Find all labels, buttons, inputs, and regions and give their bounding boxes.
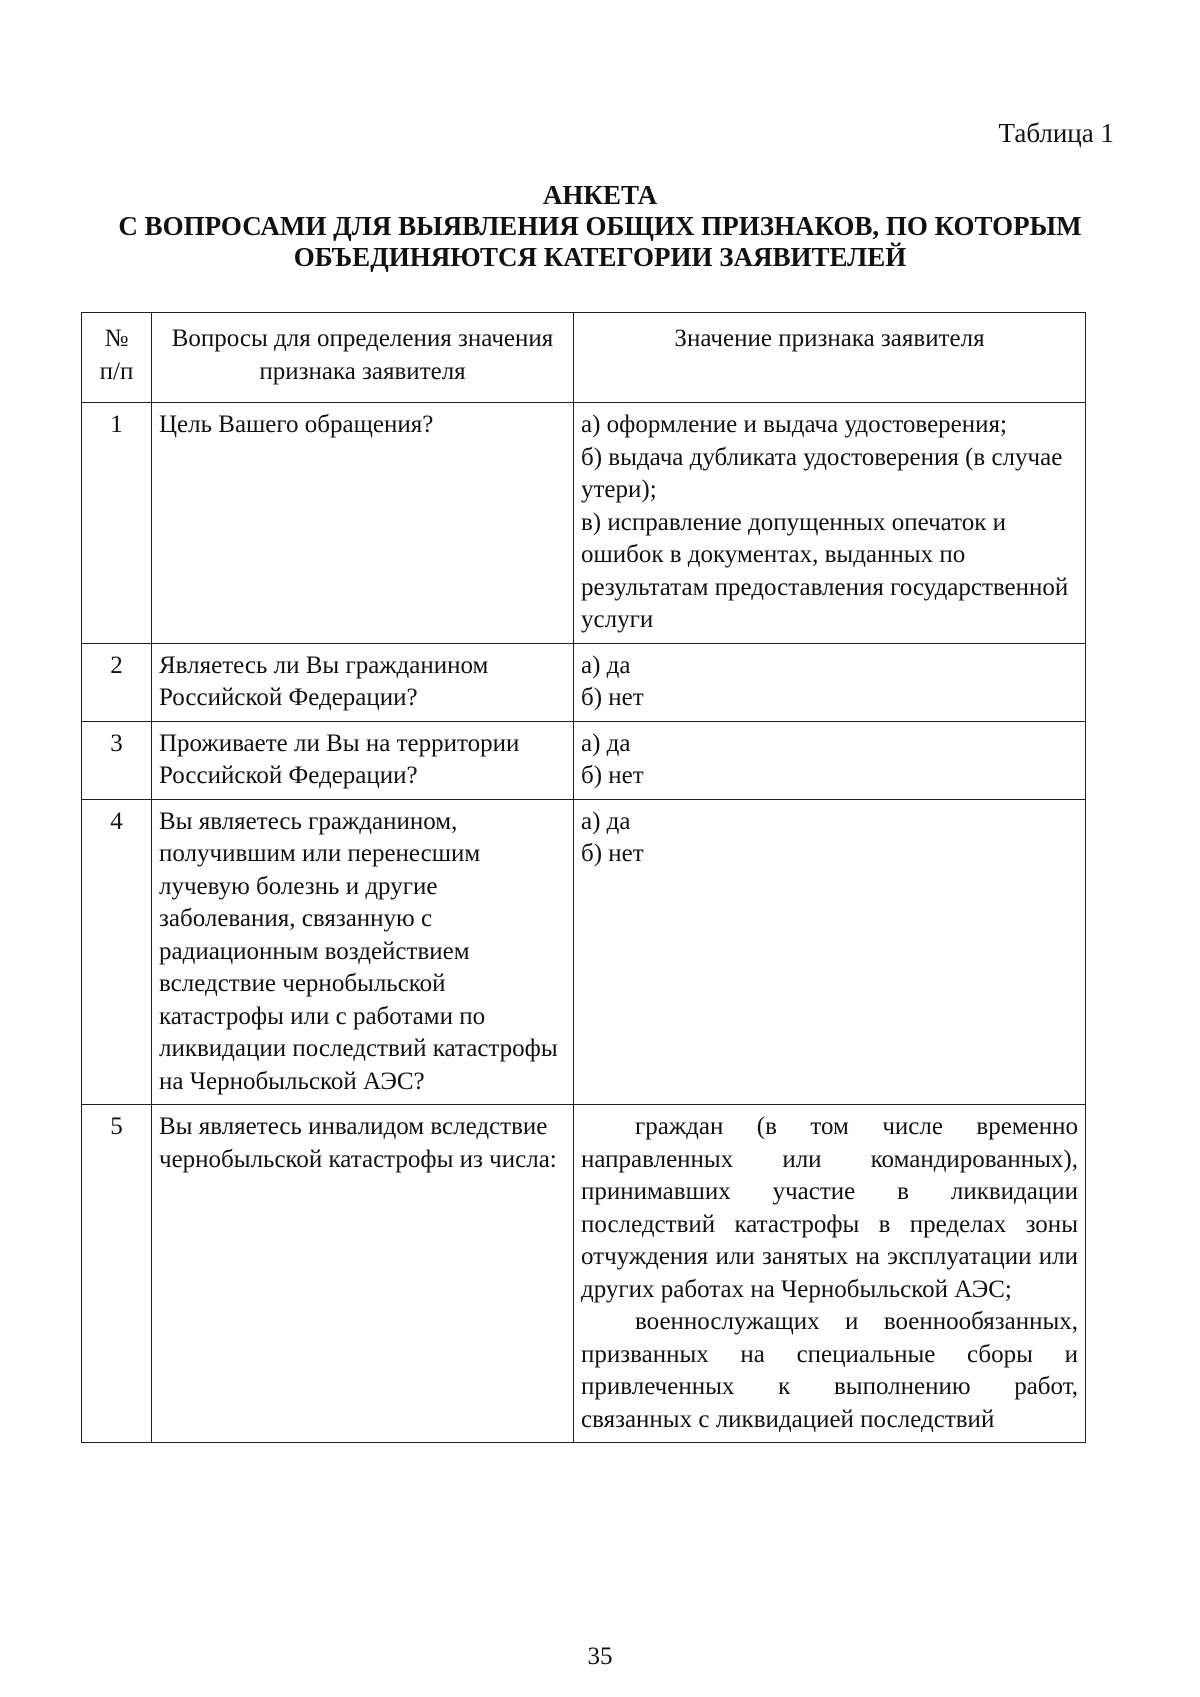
answer-option: а) да bbox=[581, 807, 631, 835]
row-number: 1 bbox=[82, 403, 152, 644]
answer-option: а) оформление и выдача удостоверения; bbox=[581, 411, 1007, 438]
row-number: 5 bbox=[82, 1105, 152, 1443]
table-row bbox=[82, 643, 1086, 721]
table-row bbox=[82, 799, 1086, 1105]
answer-option: военнослужащих и военнообязанных, призванных на специальные сборы и привлеченных к выполнению работ, связанных с ликвидацией последствий bbox=[581, 1308, 1078, 1433]
row-answers bbox=[574, 643, 1086, 721]
answer-option: б) нет bbox=[581, 840, 644, 867]
answer-option: а) да bbox=[581, 651, 631, 679]
answer-option: б) нет bbox=[581, 684, 644, 711]
row-answers bbox=[574, 403, 1086, 644]
row-answers bbox=[574, 721, 1086, 799]
table-label: Таблица 1 bbox=[998, 118, 1114, 148]
answer-option: б) нет bbox=[581, 762, 644, 789]
answer-option: а) да bbox=[581, 729, 631, 757]
table-row bbox=[82, 721, 1086, 799]
title-line-3: ОБЪЕДИНЯЮТСЯ КАТЕГОРИИ ЗАЯВИТЕЛЕЙ bbox=[293, 242, 907, 272]
row-question: Вы являетесь гражданином, получившим или перенесшим лучевую болезнь и другие заболевания, связанную с радиационным воздействием вследствие чернобыльской катастрофы или с работами по ликвидации последствий катастрофы на Чернобыльской АЭС? bbox=[152, 799, 574, 1105]
document-title bbox=[60, 180, 1140, 273]
row-question: Цель Вашего обращения? bbox=[152, 403, 574, 644]
row-number: 2 bbox=[82, 643, 152, 721]
table-header-row bbox=[82, 313, 1086, 403]
answer-option: б) выдача дубликата удостоверения (в случае утери); bbox=[581, 443, 1063, 503]
header-num: № п/п bbox=[82, 313, 152, 403]
row-number: 4 bbox=[82, 799, 152, 1105]
row-question: Проживаете ли Вы на территории Российской Федерации? bbox=[152, 721, 574, 799]
answer-option: в) исправление допущенных опечаток и ошибок в документах, выданных по результатам предоставления государственной услуги bbox=[581, 508, 1069, 633]
row-answers bbox=[574, 1105, 1086, 1443]
survey-table bbox=[81, 312, 1086, 1443]
title-line-1: АНКЕТА bbox=[542, 180, 658, 210]
row-question: Вы являетесь инвалидом вследствие чернобыльской катастрофы из числа: bbox=[152, 1105, 574, 1443]
row-number: 3 bbox=[82, 721, 152, 799]
page-number: 35 bbox=[587, 1643, 613, 1670]
header-question: Вопросы для определения значения признака заявителя bbox=[152, 313, 574, 403]
table-row bbox=[82, 403, 1086, 644]
row-question: Являетесь ли Вы гражданином Российской Федерации? bbox=[152, 643, 574, 721]
row-answers bbox=[574, 799, 1086, 1105]
header-value: Значение признака заявителя bbox=[574, 313, 1086, 403]
title-line-2: С ВОПРОСАМИ ДЛЯ ВЫЯВЛЕНИЯ ОБЩИХ ПРИЗНАКОВ, ПО КОТОРЫМ bbox=[118, 211, 1082, 241]
answer-option: граждан (в том числе временно направленных или командированных), принимавших участие в ликвидации последствий катастрофы в пределах зоны отчуждения или занятых на эксплуатации или других работах на Чернобыльской АЭС; bbox=[581, 1113, 1078, 1303]
table-row bbox=[82, 1105, 1086, 1443]
